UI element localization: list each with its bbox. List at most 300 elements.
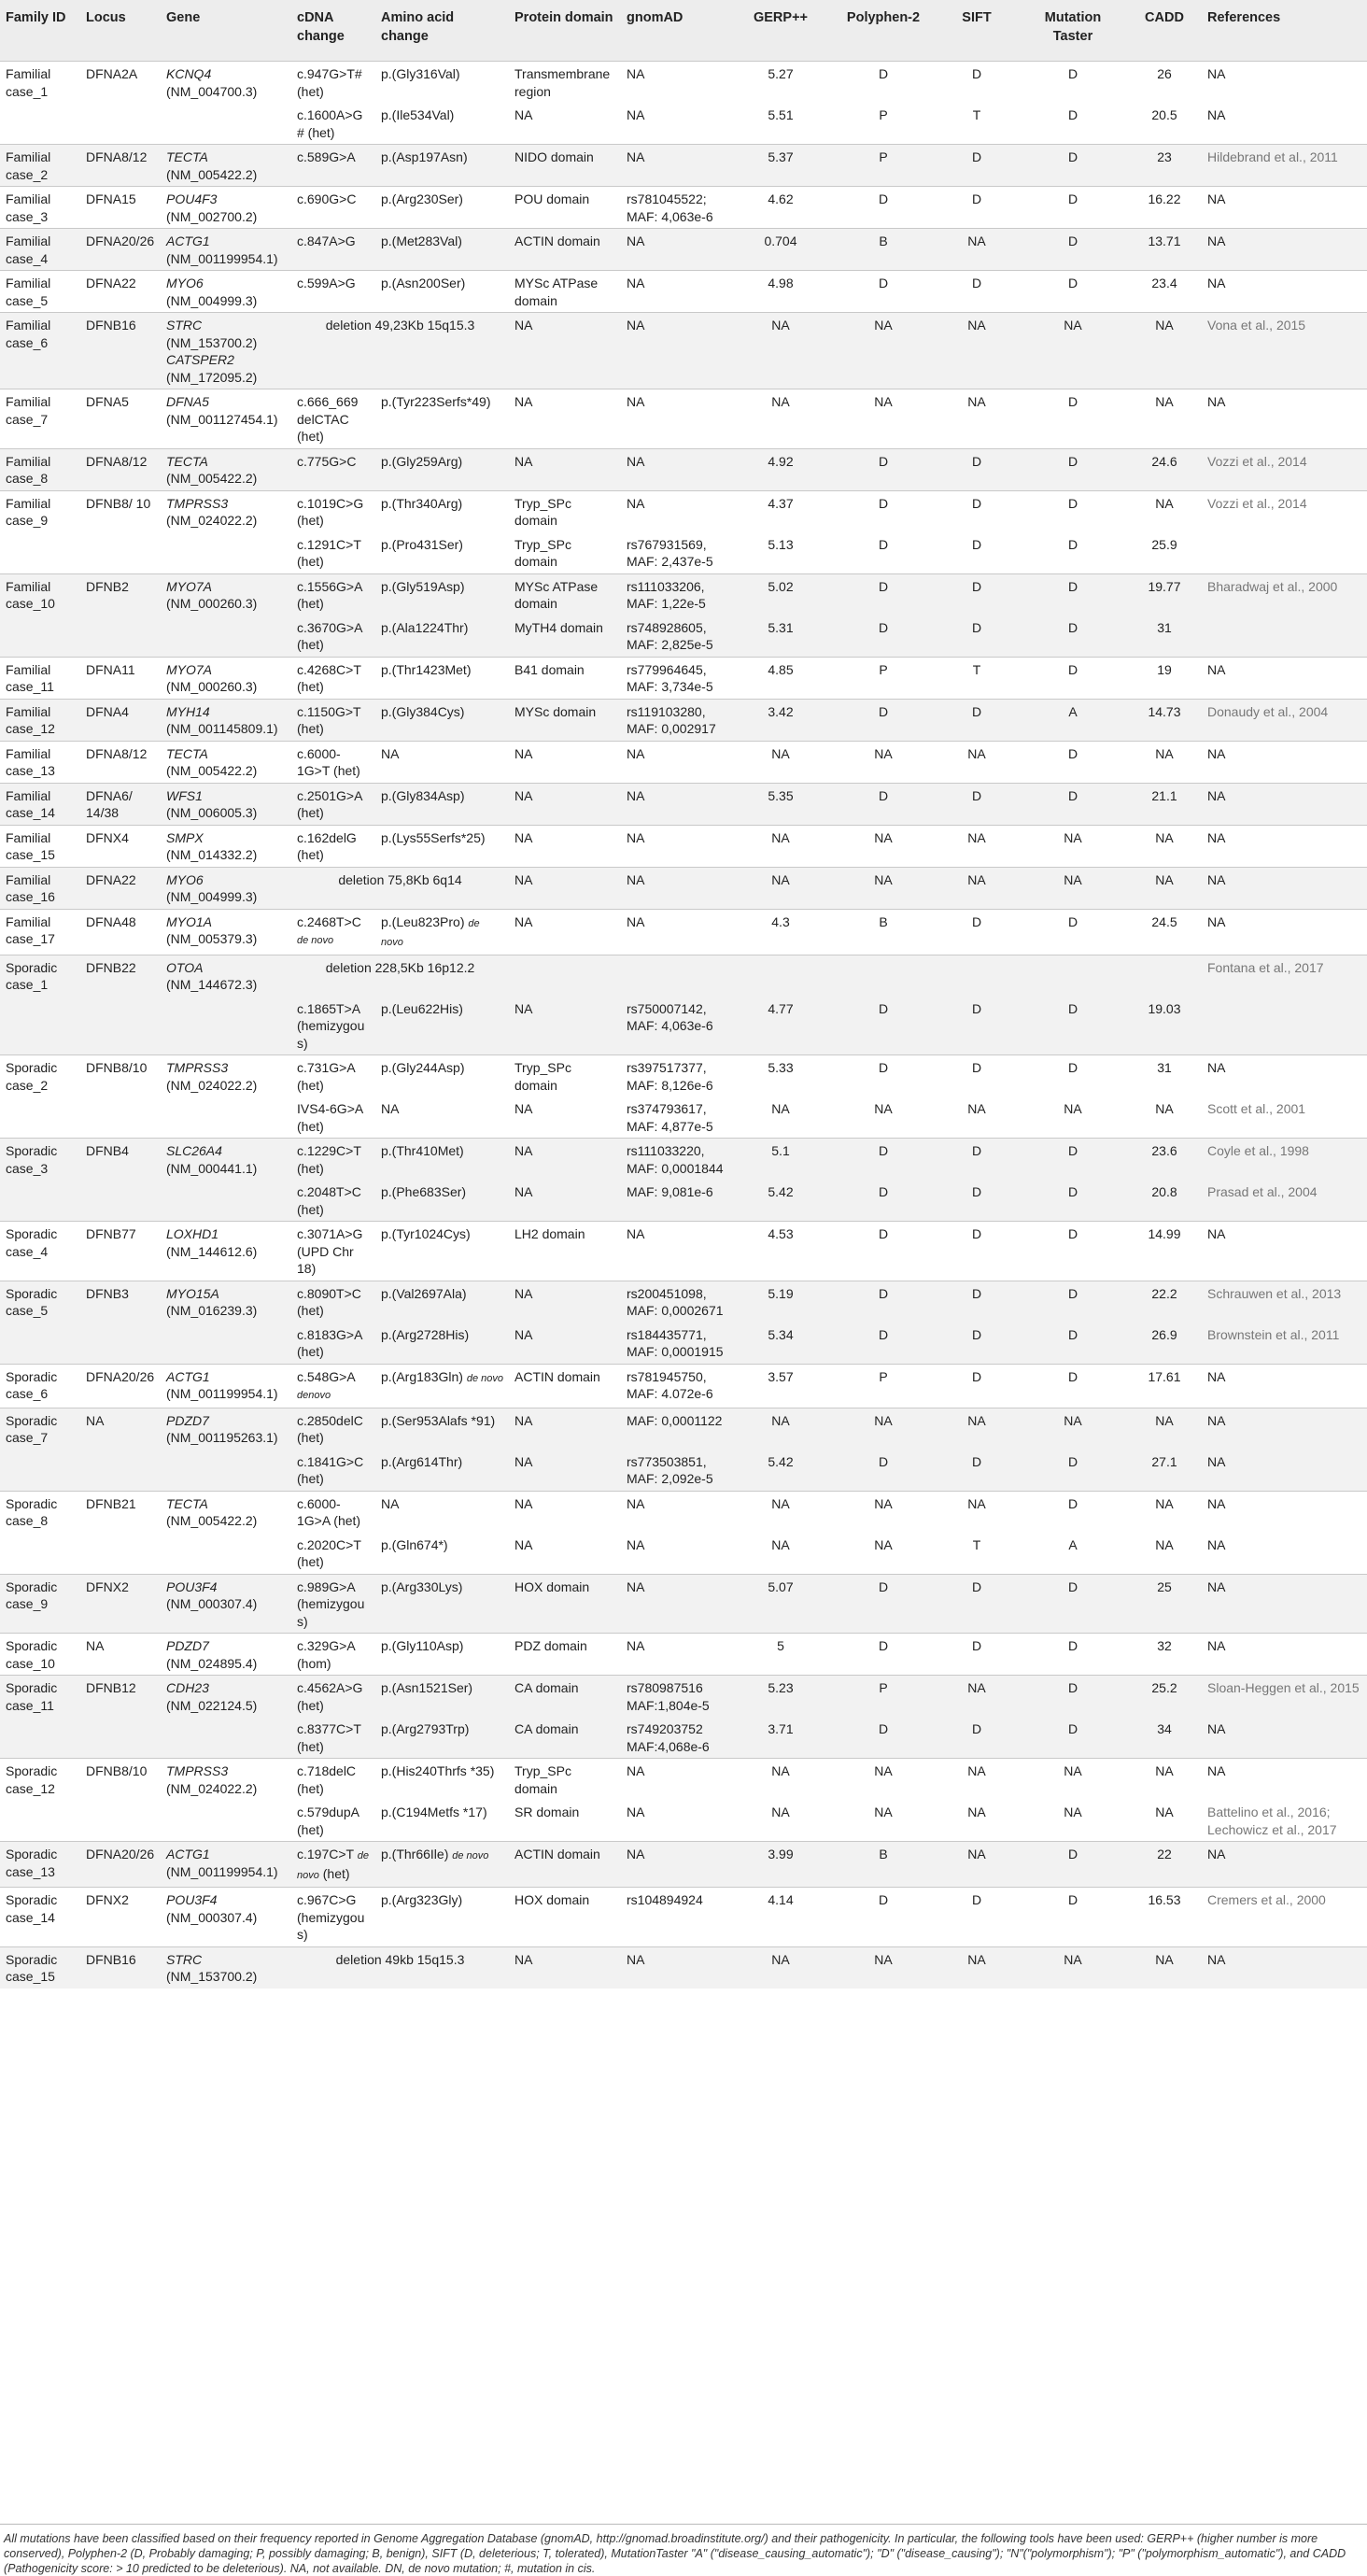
- mutation-taster: D: [1019, 1676, 1127, 1718]
- family-id: Familial case_12: [0, 699, 80, 741]
- amino-acid-change: [375, 1759, 509, 1801]
- reference: NA: [1207, 107, 1226, 122]
- column-header: gnomAD: [627, 10, 684, 25]
- gene: [161, 909, 291, 955]
- cdna-change: [291, 825, 375, 867]
- locus: [80, 616, 161, 658]
- gerp-score: 5.42: [729, 1180, 832, 1222]
- column-header: Protein domain: [514, 10, 613, 25]
- aa-value: p.(Arg614Thr): [381, 1453, 463, 1469]
- gene-accession: (NM_002700.2): [166, 208, 258, 224]
- cadd-score: 14.99: [1127, 1222, 1202, 1281]
- gnomad: NA: [621, 62, 729, 104]
- locus: NA: [80, 1408, 161, 1450]
- polyphen-2: NA: [832, 741, 935, 783]
- locus: [80, 103, 161, 145]
- polyphen-2: D: [832, 1180, 935, 1222]
- protein-domain: SR domain: [514, 1805, 580, 1819]
- gene-accession: (NM_004999.3): [166, 889, 258, 904]
- cdna-change: [291, 1888, 375, 1947]
- gene-accession: (NM_005422.2): [166, 1513, 258, 1528]
- gene: [161, 1222, 291, 1281]
- table-row: [0, 1222, 1367, 1281]
- locus: [80, 1800, 161, 1842]
- cadd-score: 20.5: [1151, 107, 1177, 122]
- aa-value: p.(Gly834Asp): [381, 787, 465, 803]
- aa-value: NA: [381, 1495, 400, 1511]
- gene-accession: (NM_005422.2): [166, 763, 258, 778]
- deletion-description: deletion 49,23Kb 15q15.3: [291, 313, 509, 389]
- reference: NA: [1202, 1364, 1367, 1408]
- family-id: Sporadic case_2: [0, 1055, 80, 1097]
- gnomad: MAF: 0,0001122: [621, 1408, 729, 1450]
- sift: D: [971, 536, 982, 552]
- gnomad: NA: [621, 741, 729, 783]
- gene-accession: (NM_001199954.1): [166, 1863, 278, 1879]
- cdna-value: c.718delC (het): [297, 1763, 357, 1796]
- gene-symbol: DFNA5: [166, 394, 209, 409]
- family-id: Familial case_7: [0, 389, 80, 449]
- cdna-value: c.4562A>G (het): [297, 1680, 363, 1713]
- family-id: Sporadic case_1: [0, 955, 80, 997]
- reference: NA: [1202, 783, 1367, 825]
- table-row: [0, 616, 1367, 658]
- reference: NA: [1202, 741, 1367, 783]
- reference: Cremers et al., 2000: [1202, 1888, 1367, 1947]
- family-id: Familial case_13: [0, 741, 80, 783]
- polyphen-2: P: [832, 145, 935, 187]
- sift: D: [935, 187, 1019, 229]
- cdna-change: [291, 1842, 375, 1888]
- locus: DFNB12: [80, 1676, 161, 1718]
- polyphen-2: D: [832, 1055, 935, 1097]
- table-row: [0, 448, 1367, 490]
- gerp-score: 3.42: [729, 699, 832, 741]
- mutation-taster: D: [1019, 1491, 1127, 1533]
- sift: D: [935, 1281, 1019, 1323]
- mutation-taster: D: [1019, 1634, 1127, 1676]
- cdna-change: [291, 1097, 375, 1139]
- amino-acid-change: [375, 1634, 509, 1676]
- amino-acid-change: [375, 1842, 509, 1888]
- locus: [80, 1533, 161, 1575]
- polyphen-2: NA: [832, 313, 935, 389]
- mutation-taster: D: [1019, 1222, 1127, 1281]
- gene: [161, 1533, 291, 1575]
- cdna-value: c.1556G>A (het): [297, 578, 362, 611]
- sift: D: [935, 1634, 1019, 1676]
- reference: Hildebrand et al., 2011: [1202, 145, 1367, 187]
- gene: [161, 313, 291, 389]
- reference: Prasad et al., 2004: [1202, 1180, 1367, 1222]
- table-row: [0, 1055, 1367, 1097]
- cdna-value: c.579dupA (het): [297, 1805, 359, 1837]
- cdna-change: [291, 532, 375, 574]
- protein-domain: NA: [509, 1408, 621, 1450]
- gene: [161, 1139, 291, 1181]
- gerp-score: 5.33: [729, 1055, 832, 1097]
- polyphen-2: D: [832, 1139, 935, 1181]
- protein-domain: Transmembrane region: [509, 62, 621, 104]
- reference: NA: [1202, 657, 1367, 699]
- gnomad: NA: [621, 1222, 729, 1281]
- gnomad: NA: [621, 313, 729, 389]
- gnomad: rs779964645, MAF: 3,734e-5: [621, 657, 729, 699]
- family-id: Familial case_6: [0, 313, 80, 389]
- protein-domain: HOX domain: [509, 1888, 621, 1947]
- gene-symbol: ACTG1: [166, 1368, 210, 1384]
- sift: D: [935, 448, 1019, 490]
- table-row: [0, 699, 1367, 741]
- gene: [161, 1281, 291, 1323]
- family-id: Sporadic case_10: [0, 1634, 80, 1676]
- aa-value: p.(Leu823Pro): [381, 913, 465, 929]
- locus: DFNB4: [80, 1139, 161, 1181]
- cadd-score: 23.6: [1127, 1139, 1202, 1181]
- sift: D: [935, 616, 1019, 658]
- cdna-change: [291, 909, 375, 955]
- gnomad: rs111033206, MAF: 1,22e-5: [621, 573, 729, 616]
- aa-value: NA: [381, 745, 400, 761]
- gerp-score: 5.37: [729, 145, 832, 187]
- aa-value: p.(Lys55Serfs*25): [381, 829, 486, 845]
- gnomad: NA: [621, 448, 729, 490]
- gene-accession: (NM_000307.4): [166, 1909, 258, 1925]
- polyphen-2: D: [832, 1717, 935, 1759]
- mutation-taster: D: [1019, 1055, 1127, 1097]
- gene: [161, 1180, 291, 1222]
- aa-value: p.(Thr340Arg): [381, 495, 463, 511]
- sift: NA: [935, 389, 1019, 449]
- sift: D: [935, 490, 1019, 532]
- footnote-divider: [0, 2524, 1367, 2525]
- cdna-change: [291, 389, 375, 449]
- gene: [161, 103, 291, 145]
- gene-symbol: TMPRSS3: [166, 495, 229, 511]
- cdna-change: [291, 616, 375, 658]
- mutation-taster: NA: [1064, 1101, 1082, 1116]
- gene-accession: (NM_005422.2): [166, 471, 258, 486]
- cdna-change: [291, 1574, 375, 1634]
- gene-symbol: TECTA: [166, 149, 208, 164]
- family-id: [0, 616, 80, 658]
- reference: NA: [1202, 825, 1367, 867]
- protein-domain: LH2 domain: [509, 1222, 621, 1281]
- table-row: [0, 1676, 1367, 1718]
- table-row: [0, 1533, 1367, 1575]
- protein-domain: MyTH4 domain: [509, 616, 621, 658]
- gnomad: [621, 955, 729, 997]
- locus: DFNA15: [80, 187, 161, 229]
- sift: D: [935, 62, 1019, 104]
- locus: DFNB77: [80, 1222, 161, 1281]
- sift: D: [935, 1222, 1019, 1281]
- protein-domain: MYSc ATPase domain: [509, 573, 621, 616]
- gene: [161, 532, 291, 574]
- zygosity: (het): [322, 1865, 350, 1881]
- mutation-taster: D: [1019, 271, 1127, 313]
- reference: [1202, 997, 1367, 1055]
- gnomad: MAF: 9,081e-6: [621, 1180, 729, 1222]
- mutation-taster: D: [1019, 448, 1127, 490]
- de-novo-note: de novo: [466, 1372, 503, 1384]
- amino-acid-change: [375, 783, 509, 825]
- sift: NA: [935, 1491, 1019, 1533]
- sift: D: [935, 997, 1019, 1055]
- cdna-change: [291, 1491, 375, 1533]
- sift: T: [972, 107, 981, 122]
- amino-acid-change: [375, 657, 509, 699]
- cdna-value: c.1019C>G (het): [297, 495, 364, 528]
- locus: DFNA22: [80, 867, 161, 909]
- gnomad: rs749203752 MAF:4,068e-6: [621, 1717, 729, 1759]
- gnomad: NA: [621, 389, 729, 449]
- amino-acid-change: [375, 909, 509, 955]
- protein-domain: NA: [509, 997, 621, 1055]
- cdna-value: c.548G>A: [297, 1368, 355, 1384]
- mutation-taster: NA: [1019, 1759, 1127, 1801]
- mutation-taster: D: [1019, 229, 1127, 271]
- locus: DFNA20/26: [80, 229, 161, 271]
- amino-acid-change: [375, 1533, 509, 1575]
- amino-acid-change: [375, 1097, 509, 1139]
- family-id: [0, 1717, 80, 1759]
- gnomad: NA: [627, 107, 645, 122]
- sift: D: [935, 1888, 1019, 1947]
- cdna-change: [291, 783, 375, 825]
- cdna-value: c.775G>C: [297, 453, 357, 469]
- gene: [161, 271, 291, 313]
- deletion-description: deletion 49kb 15q15.3: [291, 1946, 509, 1989]
- cdna-change: [291, 62, 375, 104]
- protein-domain: Tryp_SPc domain: [514, 536, 571, 569]
- gerp-score: 5: [729, 1634, 832, 1676]
- aa-value: p.(Val2697Ala): [381, 1285, 467, 1301]
- sift: NA: [935, 867, 1019, 909]
- polyphen-2: P: [832, 1364, 935, 1408]
- locus: [80, 1717, 161, 1759]
- gene-symbol: TECTA: [166, 1495, 208, 1511]
- cadd-score: 17.61: [1127, 1364, 1202, 1408]
- locus: DFNA2A: [80, 62, 161, 104]
- mutation-taster: NA: [1019, 825, 1127, 867]
- gene-accession: (NM_001127454.1): [166, 411, 278, 427]
- polyphen-2: NA: [832, 389, 935, 449]
- family-id: Sporadic case_7: [0, 1408, 80, 1450]
- cadd-score: 16.53: [1127, 1888, 1202, 1947]
- reference: NA: [1202, 1408, 1367, 1450]
- column-header: Amino acid change: [381, 10, 455, 44]
- cdna-value: c.1865T>A (hemizygous): [297, 1000, 365, 1051]
- family-id: [0, 1450, 80, 1492]
- de-novo-note: de novo: [381, 917, 480, 948]
- gerp-score: 3.57: [729, 1364, 832, 1408]
- gerp-score: 0.704: [729, 229, 832, 271]
- gene: [161, 1450, 291, 1492]
- aa-value: p.(Ile534Val): [381, 107, 455, 122]
- gnomad: NA: [621, 909, 729, 955]
- protein-domain: Tryp_SPc domain: [509, 1759, 621, 1801]
- gerp-score: NA: [729, 867, 832, 909]
- table-row: [0, 783, 1367, 825]
- table-row: [0, 1323, 1367, 1365]
- table-row: [0, 573, 1367, 616]
- gene-symbol: PDZD7: [166, 1412, 209, 1428]
- gene: [161, 187, 291, 229]
- family-id: Familial case_15: [0, 825, 80, 867]
- locus: DFNB8/ 10: [80, 490, 161, 532]
- protein-domain: NA: [509, 1180, 621, 1222]
- polyphen-2: B: [832, 1842, 935, 1888]
- gene-symbol: LOXHD1: [166, 1226, 219, 1241]
- cadd-score: 22: [1127, 1842, 1202, 1888]
- family-id: [0, 1800, 80, 1842]
- cdna-change: [291, 1222, 375, 1281]
- reference: NA: [1202, 62, 1367, 104]
- cadd-score: NA: [1127, 741, 1202, 783]
- mutation-taster: D: [1019, 1323, 1127, 1365]
- sift: D: [935, 1139, 1019, 1181]
- column-header: Gene: [166, 10, 201, 25]
- aa-value: p.(Tyr223Serfs*49): [381, 394, 491, 409]
- gene: [161, 62, 291, 104]
- family-id: Sporadic case_5: [0, 1281, 80, 1323]
- locus: [80, 1450, 161, 1492]
- gnomad: NA: [621, 1491, 729, 1533]
- locus: DFNA20/26: [80, 1842, 161, 1888]
- protein-domain: ACTIN domain: [509, 229, 621, 271]
- cadd-score: 22.2: [1127, 1281, 1202, 1323]
- sift: D: [935, 1717, 1019, 1759]
- gnomad: rs200451098, MAF: 0,0002671: [621, 1281, 729, 1323]
- amino-acid-change: [375, 1222, 509, 1281]
- locus: DFNA5: [80, 389, 161, 449]
- amino-acid-change: [375, 271, 509, 313]
- locus: [80, 1097, 161, 1139]
- gerp-score: NA: [729, 313, 832, 389]
- reference: Brownstein et al., 2011: [1202, 1323, 1367, 1365]
- table-row: [0, 1634, 1367, 1676]
- cdna-value: c.599A>G: [297, 276, 356, 290]
- gene-symbol: MYO7A: [166, 578, 213, 594]
- sift: [935, 955, 1019, 997]
- gene: [161, 825, 291, 867]
- gene: [161, 145, 291, 187]
- polyphen-2: D: [832, 62, 935, 104]
- reference: NA: [1202, 1450, 1367, 1492]
- locus: [80, 532, 161, 574]
- cdna-change: [291, 1717, 375, 1759]
- reference: [1202, 616, 1367, 658]
- mutation-taster: D: [1019, 616, 1127, 658]
- protein-domain: NA: [509, 1491, 621, 1533]
- gene-accession: (NM_014332.2): [166, 847, 258, 862]
- mutation-taster: NA: [1019, 313, 1127, 389]
- cadd-score: 27.1: [1127, 1450, 1202, 1492]
- locus: [80, 1323, 161, 1365]
- polyphen-2: NA: [874, 1536, 893, 1552]
- aa-value: p.(Arg323Gly): [381, 1892, 463, 1907]
- cdna-change: [291, 997, 375, 1055]
- mutation-taster: D: [1019, 145, 1127, 187]
- aa-value: p.(Pro431Ser): [381, 536, 463, 552]
- mutation-taster: D: [1019, 741, 1127, 783]
- gene-symbol: ACTG1: [166, 1847, 210, 1861]
- column-header: cDNA change: [297, 10, 345, 44]
- gene-symbol: POU4F3: [166, 191, 218, 206]
- polyphen-2: D: [832, 1634, 935, 1676]
- gene-symbol: OTOA: [166, 959, 204, 975]
- cadd-score: 31: [1127, 616, 1202, 658]
- gnomad: rs104894924: [621, 1888, 729, 1947]
- gene-accession: (NM_005422.2): [166, 166, 258, 182]
- gene: [161, 783, 291, 825]
- mutation-taster: NA: [1019, 1946, 1127, 1989]
- locus: DFNA11: [80, 657, 161, 699]
- family-id: [0, 532, 80, 574]
- table-row: [0, 1946, 1367, 1989]
- cdna-value: c.3071A>G (UPD Chr 18): [297, 1226, 363, 1276]
- sift: D: [935, 1323, 1019, 1365]
- cdna-value: c.589G>A: [297, 149, 356, 164]
- family-id: Familial case_14: [0, 783, 80, 825]
- cdna-value: c.989G>A (hemizygous): [297, 1578, 365, 1629]
- cdna-change: [291, 1533, 375, 1575]
- family-id: Familial case_16: [0, 867, 80, 909]
- amino-acid-change: [375, 145, 509, 187]
- gene-accession: (NM_000307.4): [166, 1596, 258, 1611]
- sift: NA: [935, 1759, 1019, 1801]
- gnomad: NA: [621, 229, 729, 271]
- gnomad: rs748928605, MAF: 2,825e-5: [621, 616, 729, 658]
- polyphen-2: D: [832, 1888, 935, 1947]
- gene-accession: (NM_001145809.1): [166, 721, 278, 736]
- gene-symbol: TECTA: [166, 453, 208, 469]
- protein-domain: ACTIN domain: [509, 1364, 621, 1408]
- gerp-score: 4.14: [729, 1888, 832, 1947]
- gene-symbol: STRC: [166, 1951, 203, 1967]
- protein-domain: Tryp_SPc domain: [509, 1055, 621, 1097]
- protein-domain: NA: [509, 741, 621, 783]
- family-id: Familial case_8: [0, 448, 80, 490]
- table-row: [0, 62, 1367, 104]
- family-id: [0, 1533, 80, 1575]
- cdna-change: [291, 1408, 375, 1450]
- mutation-taster: A: [1019, 699, 1127, 741]
- sift: NA: [935, 1842, 1019, 1888]
- gene: [161, 1759, 291, 1801]
- reference: NA: [1202, 1634, 1367, 1676]
- cadd-score: 31: [1127, 1055, 1202, 1097]
- polyphen-2: D: [832, 783, 935, 825]
- polyphen-2: D: [832, 699, 935, 741]
- locus: DFNB3: [80, 1281, 161, 1323]
- gerp-score: 5.31: [729, 616, 832, 658]
- gerp-score: 5.07: [729, 1574, 832, 1634]
- protein-domain: NA: [509, 783, 621, 825]
- amino-acid-change: [375, 1408, 509, 1450]
- gene: [161, 573, 291, 616]
- cdna-value: c.2048T>C (het): [297, 1184, 361, 1217]
- sift: NA: [967, 1101, 986, 1116]
- protein-domain: NA: [509, 909, 621, 955]
- gene: [161, 1491, 291, 1533]
- gerp-score: 4.3: [729, 909, 832, 955]
- locus: DFNB8/10: [80, 1759, 161, 1801]
- reference: NA: [1202, 1222, 1367, 1281]
- cadd-score: 19: [1127, 657, 1202, 699]
- reference: NA: [1202, 1842, 1367, 1888]
